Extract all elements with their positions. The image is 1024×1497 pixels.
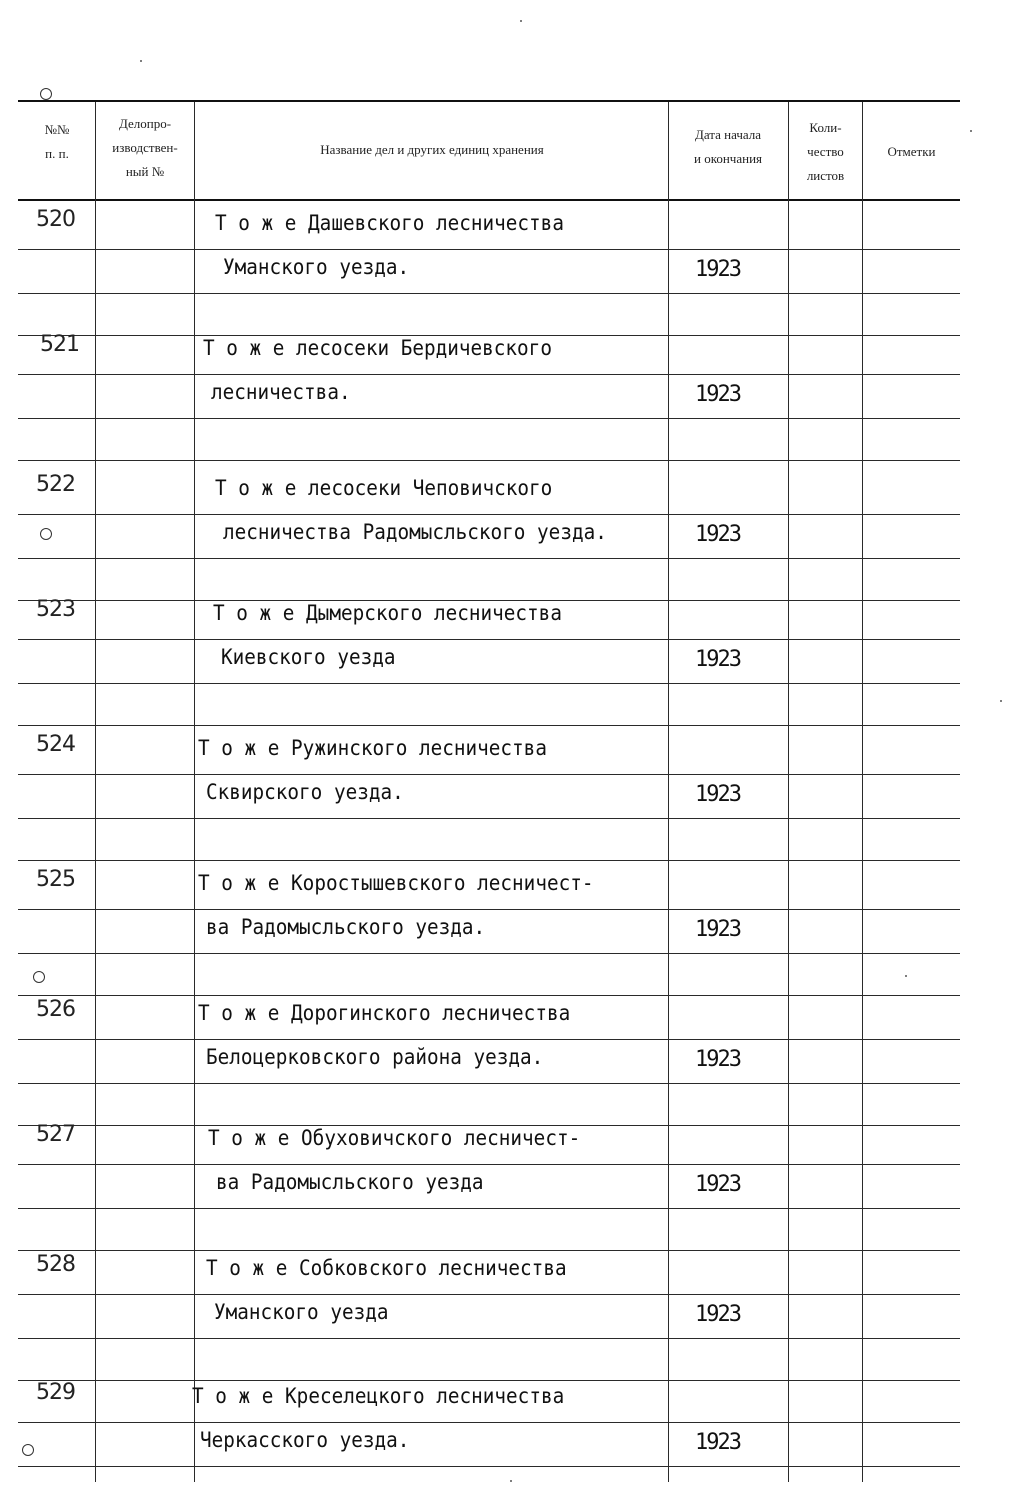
ruled-line [18, 293, 960, 294]
row-title-line2: ва Радомысльского уезда [216, 1170, 484, 1194]
row-title-line1: Т о ж е Дорогинского лесничества [198, 1001, 571, 1025]
ruled-line [18, 558, 960, 559]
row-number: 529 [36, 1380, 75, 1405]
punch-hole-mid-lower [33, 971, 45, 983]
ruled-line [18, 995, 960, 996]
row-title-line2: Черкасского уезда. [200, 1428, 410, 1452]
row-year: 1923 [695, 382, 740, 407]
ruled-line [18, 683, 960, 684]
col-divider-5 [862, 102, 863, 1482]
row-title-line1: Т о ж е лесосеки Чеповичского [215, 476, 553, 500]
row-number: 520 [36, 207, 75, 232]
top-rule [18, 100, 960, 102]
header-date-line2: и окончания [693, 151, 763, 166]
row-title-line2: Уманского уезда. [223, 255, 410, 279]
row-title-line2: ва Радомысльского уезда. [206, 915, 486, 939]
header-num-line2: п. п. [45, 146, 69, 161]
row-title-line1: Т о ж е Дашевского лесничества [215, 211, 564, 235]
row-number: 528 [36, 1252, 75, 1277]
row-year: 1923 [695, 1302, 740, 1327]
ruled-line [18, 953, 960, 954]
header-title [196, 138, 668, 162]
ruled-line [18, 639, 960, 640]
row-year: 1923 [695, 647, 740, 672]
row-title-line1: Т о ж е Креселецкого лесничества [192, 1384, 565, 1408]
header-office-line3: ный № [125, 164, 165, 179]
paper-speck [140, 60, 142, 62]
header-title-text: Название дел и других единиц хранения [320, 142, 544, 157]
ruled-line [18, 249, 960, 250]
row-title-line2: Киевского уезда [221, 645, 396, 669]
row-title-line1: Т о ж е Коростышевского лесничест- [198, 871, 594, 895]
paper-speck [1000, 700, 1002, 702]
row-year: 1923 [695, 1172, 740, 1197]
header-notes-text: Отметки [887, 144, 936, 159]
paper-speck [510, 1480, 512, 1482]
row-year: 1923 [695, 522, 740, 547]
paper-speck [905, 975, 907, 977]
ruled-line [18, 418, 960, 419]
row-number: 521 [40, 332, 79, 357]
ruled-line [18, 725, 960, 726]
ruled-line [18, 1250, 960, 1251]
header-office-line2: изводствен- [112, 140, 178, 155]
ruled-line [18, 1208, 960, 1209]
header-count [789, 116, 862, 188]
ruled-line [18, 514, 960, 515]
row-title-line1: Т о ж е Ружинского лесничества [198, 736, 547, 760]
row-title-line1: Т о ж е Обуховичского лесничест- [208, 1126, 581, 1150]
header-date-line1: Дата начала [694, 127, 762, 142]
row-number: 522 [36, 472, 75, 497]
paper-speck [520, 20, 522, 22]
header-office-number [96, 112, 194, 184]
ruled-line [18, 1294, 960, 1295]
ruled-line [18, 860, 960, 861]
paper-speck [970, 130, 972, 132]
row-year: 1923 [695, 782, 740, 807]
row-title-line2: лесничества Радомысльского уезда. [223, 520, 607, 544]
punch-hole-top [40, 88, 52, 100]
header-notes [863, 140, 960, 164]
col-divider-3 [668, 102, 669, 1482]
ruled-line [18, 1039, 960, 1040]
row-title-line2: лесничества. [211, 380, 351, 404]
row-year: 1923 [695, 1047, 740, 1072]
row-number: 525 [36, 867, 75, 892]
header-bottom-rule [18, 199, 960, 201]
header-date [669, 123, 787, 171]
ruled-line [18, 1083, 960, 1084]
row-title-line1: Т о ж е Собковского лесничества [206, 1256, 567, 1280]
ruled-line [18, 1380, 960, 1381]
col-divider-2 [194, 102, 195, 1482]
row-year: 1923 [695, 1430, 740, 1455]
row-number: 526 [36, 997, 75, 1022]
row-number: 523 [36, 597, 75, 622]
row-title-line2: Сквирского уезда. [206, 780, 404, 804]
row-title-line2: Уманского уезда [214, 1300, 389, 1324]
header-count-line3: листов [806, 168, 845, 183]
row-year: 1923 [695, 917, 740, 942]
header-num [20, 118, 94, 166]
row-number: 524 [36, 732, 75, 757]
ruled-line [18, 1422, 960, 1423]
punch-hole-bottom [22, 1444, 34, 1456]
header-count-line1: Коли- [809, 120, 842, 135]
ruled-line [18, 774, 960, 775]
ruled-line [18, 909, 960, 910]
ruled-line [18, 1466, 960, 1467]
punch-hole-mid-upper [40, 528, 52, 540]
row-title-line1: Т о ж е лесосеки Бердичевского [203, 336, 552, 360]
row-number: 527 [36, 1122, 75, 1147]
ruled-line [18, 818, 960, 819]
col-divider-4 [788, 102, 789, 1482]
ruled-line [18, 374, 960, 375]
ruled-line [18, 1164, 960, 1165]
ruled-line [18, 1338, 960, 1339]
col-divider-1 [95, 102, 96, 1482]
row-title-line1: Т о ж е Дымерского лесничества [213, 601, 562, 625]
header-num-line1: №№ [44, 122, 70, 137]
row-title-line2: Белоцерковского района уезда. [206, 1045, 544, 1069]
header-office-line1: Делопро- [118, 116, 172, 131]
ruled-line [18, 460, 960, 461]
row-year: 1923 [695, 257, 740, 282]
header-count-line2: чество [807, 144, 844, 159]
